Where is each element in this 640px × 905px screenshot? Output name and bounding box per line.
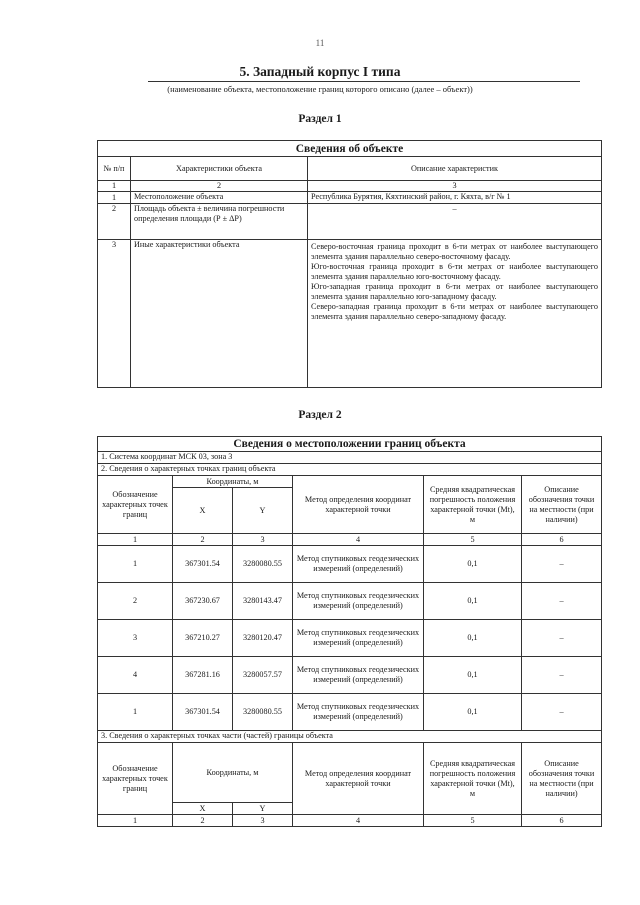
point-x: 367210.27	[173, 620, 233, 657]
header-coords-2: Координаты, м	[173, 743, 293, 803]
row-desc: –	[308, 204, 602, 240]
table-row	[98, 694, 602, 731]
header-num: № п/п	[98, 157, 131, 181]
col-num-4b: 4	[293, 815, 424, 827]
point-y: 3280120.47	[233, 620, 293, 657]
header-desc: Описание характеристик	[308, 157, 602, 181]
boundary-sw: Юго-западная граница проходит в 6-ти метрах от наиболее выступающего элемента здания параллельно юго-западному фасаду.	[311, 282, 598, 301]
point-id: 3	[98, 620, 173, 657]
point-desc: –	[522, 694, 602, 731]
header-method-2: Метод определения координат характерной точки	[293, 743, 424, 815]
col-num-5b: 5	[424, 815, 522, 827]
point-method: Метод спутниковых геодезических измерений (определений)	[293, 583, 424, 620]
point-x: 367301.54	[173, 546, 233, 583]
point-mt: 0,1	[424, 620, 522, 657]
document-subtitle: (наименование объекта, местоположение границ которого описано (далее – объект))	[167, 84, 473, 94]
row-num: 2	[98, 204, 131, 240]
header-char: Характеристики объекта	[131, 157, 308, 181]
col-num-2b: 2	[173, 815, 233, 827]
point-y: 3280057.57	[233, 657, 293, 694]
table-row	[98, 546, 602, 583]
boundary-nw: Северо-западная граница проходит в 6-ти метрах от наиболее выступающего элемента здания параллельно северо-западному фасаду.	[311, 302, 598, 321]
point-x: 367281.16	[173, 657, 233, 694]
point-desc: –	[522, 620, 602, 657]
point-mt: 0,1	[424, 694, 522, 731]
row-desc-multi	[308, 240, 602, 388]
header-desc-2: Описание обозначения точки на местности (при наличии)	[522, 743, 602, 815]
point-y: 3280080.55	[233, 694, 293, 731]
table-row	[98, 192, 602, 204]
boundary-se: Юго-восточная граница проходит в 6-ти метрах от наиболее выступающего элемента здания параллельно юго-восточному фасаду.	[311, 262, 598, 281]
col-num-2: 2	[173, 534, 233, 546]
table-row	[98, 620, 602, 657]
point-y: 3280143.47	[233, 583, 293, 620]
point-id: 4	[98, 657, 173, 694]
point-desc: –	[522, 546, 602, 583]
point-y: 3280080.55	[233, 546, 293, 583]
page-number: 11	[315, 38, 325, 48]
row-char: Иные характеристики объекта	[131, 240, 308, 388]
point-mt: 0,1	[424, 657, 522, 694]
header-y-2: Y	[233, 803, 293, 815]
title-rule	[148, 81, 580, 82]
col-num-4: 4	[293, 534, 424, 546]
point-method: Метод спутниковых геодезических измерений (определений)	[293, 657, 424, 694]
point-mt: 0,1	[424, 546, 522, 583]
point-x: 367230.67	[173, 583, 233, 620]
header-desc: Описание обозначения точки на местности (при наличии)	[522, 476, 602, 534]
subsection-2: 2. Сведения о характерных точках границ объекта	[98, 464, 602, 476]
point-id: 1	[98, 694, 173, 731]
document-title: 5. Западный корпус I типа	[239, 64, 401, 79]
object-info-table-title: Сведения об объекте	[98, 141, 602, 157]
col-num-6: 6	[522, 534, 602, 546]
row-num: 1	[98, 192, 131, 204]
col-num-5: 5	[424, 534, 522, 546]
header-coords: Координаты, м	[173, 476, 293, 488]
header-error: Средняя квадратическая погрешность положения характерной точки (Мt), м	[424, 476, 522, 534]
section1-title: Раздел 1	[298, 113, 342, 125]
col-num-3b: 3	[233, 815, 293, 827]
table-row	[98, 583, 602, 620]
header-x: X	[173, 488, 233, 534]
boundary-ne: Северо-восточная граница проходит в 6-ти метрах от наиболее выступающего элемента здания параллельно северо-восточному фасаду.	[311, 242, 598, 261]
header-point-2: Обозначение характерных точек границ	[98, 743, 173, 815]
row-char: Площадь объекта ± величина погрешности определения площади (Р ± ΔР)	[131, 204, 308, 240]
point-method: Метод спутниковых геодезических измерений (определений)	[293, 694, 424, 731]
point-mt: 0,1	[424, 583, 522, 620]
header-y: Y	[233, 488, 293, 534]
section2-title: Раздел 2	[298, 409, 342, 421]
table-row	[98, 240, 602, 388]
col-num-1b: 1	[98, 815, 173, 827]
header-point: Обозначение характерных точек границ	[98, 476, 173, 534]
point-desc: –	[522, 583, 602, 620]
header-method: Метод определения координат характерной точки	[293, 476, 424, 534]
point-method: Метод спутниковых геодезических измерений (определений)	[293, 546, 424, 583]
header-x-2: X	[173, 803, 233, 815]
coord-system: 1. Система координат МСК 03, зона 3	[98, 452, 602, 464]
col-num-2: 2	[131, 181, 308, 192]
col-num-3: 3	[308, 181, 602, 192]
point-x: 367301.54	[173, 694, 233, 731]
object-info-table	[97, 140, 602, 388]
subsection-3: 3. Сведения о характерных точках части (частей) границы объекта	[98, 731, 602, 743]
table-row	[98, 657, 602, 694]
col-num-3: 3	[233, 534, 293, 546]
col-num-1: 1	[98, 534, 173, 546]
boundary-points-table	[97, 436, 602, 827]
header-error-2: Средняя квадратическая погрешность положения характерной точки (Мt), м	[424, 743, 522, 815]
col-num-6b: 6	[522, 815, 602, 827]
row-desc: Республика Бурятия, Кяхтинский район, г. Кяхта, в/г № 1	[308, 192, 602, 204]
boundary-table-title: Сведения о местоположении границ объекта	[98, 437, 602, 452]
point-id: 2	[98, 583, 173, 620]
table-row	[98, 204, 602, 240]
point-method: Метод спутниковых геодезических измерений (определений)	[293, 620, 424, 657]
col-num-1: 1	[98, 181, 131, 192]
point-desc: –	[522, 657, 602, 694]
row-char: Местоположение объекта	[131, 192, 308, 204]
row-num: 3	[98, 240, 131, 388]
point-id: 1	[98, 546, 173, 583]
